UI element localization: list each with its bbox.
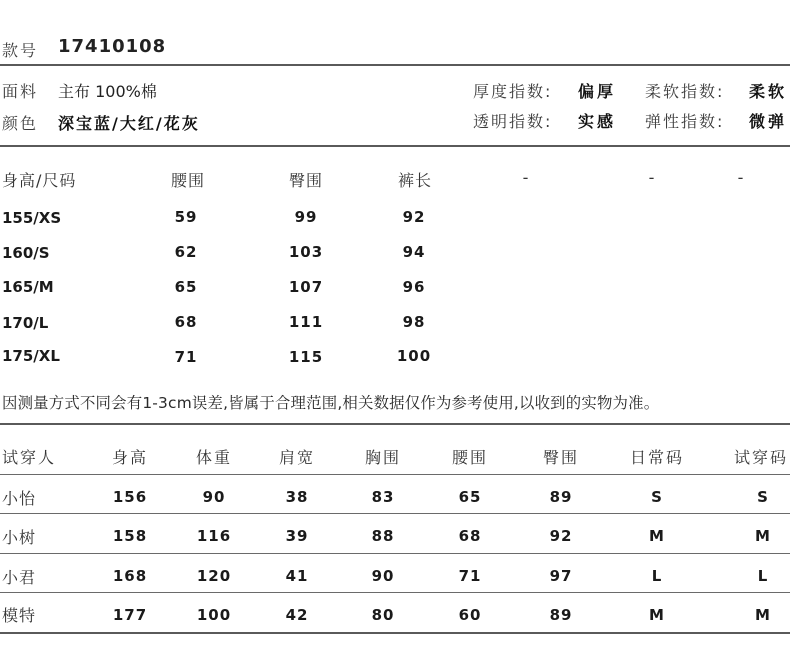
- tryon-cell: 177: [112, 606, 148, 624]
- size-header-empty: -: [522, 168, 530, 187]
- tryon-header: 肩宽: [278, 448, 315, 467]
- size-cell: 59: [174, 208, 198, 226]
- transparency-index-value: 实感: [578, 112, 617, 131]
- divider: [0, 423, 790, 425]
- size-header-hip: 臀围: [288, 171, 323, 190]
- size-header-waist: 腰围: [170, 171, 205, 190]
- size-cell: 62: [174, 243, 198, 261]
- size-cell: 175/XL: [2, 347, 60, 365]
- size-cell: 160/S: [2, 244, 50, 262]
- size-cell: 65: [174, 278, 198, 296]
- code-label: 款号: [2, 41, 39, 60]
- tryon-cell: 42: [285, 606, 309, 624]
- divider: [0, 64, 790, 66]
- tryon-cell: 90: [371, 567, 395, 585]
- divider: [0, 513, 790, 514]
- tryon-header: 体重: [195, 448, 232, 467]
- size-cell: 99: [294, 208, 318, 226]
- tryon-header: 腰围: [451, 448, 488, 467]
- tryon-cell: 83: [371, 488, 395, 506]
- size-cell: 100: [396, 347, 432, 365]
- tryon-cell: 97: [549, 567, 573, 585]
- size-header-height-size: 身高/尺码: [2, 171, 77, 190]
- divider: [0, 592, 790, 593]
- size-cell: 107: [288, 278, 324, 296]
- size-header-empty: -: [737, 168, 745, 187]
- softness-index-value: 柔软: [749, 82, 788, 101]
- tryon-cell: 158: [112, 527, 148, 545]
- tryon-cell: 116: [196, 527, 232, 545]
- tryon-cell: 小怡: [2, 489, 37, 508]
- tryon-header: 臀围: [542, 448, 579, 467]
- size-cell: 94: [402, 243, 426, 261]
- tryon-cell: S: [757, 488, 769, 506]
- tryon-header: 试穿人: [2, 448, 57, 467]
- size-header-empty: -: [648, 168, 656, 187]
- fabric-label: 面料: [2, 82, 39, 101]
- tryon-cell: M: [649, 527, 665, 545]
- color-label: 颜色: [2, 114, 39, 133]
- thickness-index-value: 偏厚: [578, 82, 617, 101]
- tryon-cell: 68: [458, 527, 482, 545]
- tryon-cell: 65: [458, 488, 482, 506]
- size-cell: 165/M: [2, 278, 54, 296]
- tryon-cell: 71: [458, 567, 482, 585]
- transparency-index-label: 透明指数:: [473, 112, 553, 131]
- tryon-cell: 39: [285, 527, 309, 545]
- tryon-cell: 89: [549, 606, 573, 624]
- divider: [0, 145, 790, 147]
- tryon-cell: 60: [458, 606, 482, 624]
- size-cell: 155/XS: [2, 209, 62, 227]
- tryon-cell: 92: [549, 527, 573, 545]
- size-cell: 68: [174, 313, 198, 331]
- size-header-length: 裤长: [397, 171, 432, 190]
- size-cell: 98: [402, 313, 426, 331]
- tryon-cell: 168: [112, 567, 148, 585]
- tryon-cell: 80: [371, 606, 395, 624]
- tryon-cell: S: [651, 488, 663, 506]
- product-code: 17410108: [58, 36, 167, 57]
- tryon-cell: 38: [285, 488, 309, 506]
- tryon-cell: M: [755, 527, 771, 545]
- tryon-header: 试穿码: [733, 448, 788, 467]
- tryon-header: 身高: [111, 448, 148, 467]
- softness-index-label: 柔软指数:: [645, 82, 725, 101]
- divider: [0, 474, 790, 475]
- size-cell: 111: [288, 313, 324, 331]
- size-cell: 92: [402, 208, 426, 226]
- tryon-cell: 120: [196, 567, 232, 585]
- tryon-cell: 90: [202, 488, 226, 506]
- tryon-cell: M: [755, 606, 771, 624]
- tryon-cell: 89: [549, 488, 573, 506]
- size-cell: 170/L: [2, 314, 49, 332]
- tryon-cell: 小君: [2, 568, 37, 587]
- tryon-cell: 小树: [2, 528, 37, 547]
- tryon-cell: 模特: [2, 606, 37, 625]
- color-values: 深宝蓝/大红/花灰: [58, 114, 200, 133]
- tryon-cell: L: [651, 567, 663, 585]
- tryon-cell: L: [757, 567, 769, 585]
- divider: [0, 553, 790, 554]
- divider: [0, 632, 790, 634]
- tryon-cell: 100: [196, 606, 232, 624]
- tryon-cell: 88: [371, 527, 395, 545]
- fabric-value: 主布 100%棉: [58, 82, 157, 101]
- elasticity-index-label: 弹性指数:: [645, 112, 725, 131]
- elasticity-index-value: 微弹: [749, 112, 788, 131]
- size-cell: 103: [288, 243, 324, 261]
- tryon-header: 日常码: [629, 448, 684, 467]
- size-cell: 71: [174, 348, 198, 366]
- tryon-header: 胸围: [364, 448, 401, 467]
- tryon-cell: 41: [285, 567, 309, 585]
- size-cell: 96: [402, 278, 426, 296]
- tryon-cell: M: [649, 606, 665, 624]
- measurement-note: 因测量方式不同会有1-3cm误差,皆属于合理范围,相关数据仅作为参考使用,以收到的实物为准。: [2, 394, 660, 412]
- size-cell: 115: [288, 348, 324, 366]
- thickness-index-label: 厚度指数:: [473, 82, 553, 101]
- tryon-cell: 156: [112, 488, 148, 506]
